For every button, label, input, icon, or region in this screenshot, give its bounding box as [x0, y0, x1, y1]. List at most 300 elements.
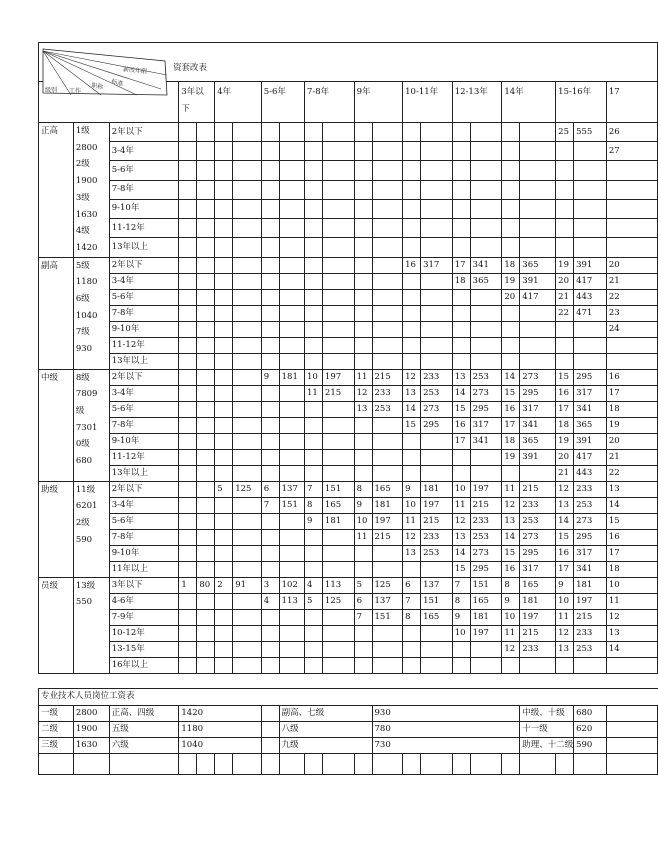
value-cell: 197 [372, 513, 403, 529]
blank-cell [354, 753, 372, 774]
value-cell [233, 641, 262, 657]
table-row [39, 465, 658, 481]
category-cell: 正高 [39, 123, 74, 258]
value-cell [261, 657, 279, 673]
value-cell [452, 180, 470, 199]
category-cell: 中级 [39, 369, 74, 481]
value-cell [197, 657, 215, 673]
value-cell [279, 657, 304, 673]
value-cell [215, 238, 233, 257]
value-cell: 10 [452, 481, 470, 497]
value-cell: 4 [261, 593, 279, 609]
value-cell [372, 641, 403, 657]
value-cell [421, 289, 453, 305]
value-cell: 19 [556, 433, 574, 449]
value-cell [470, 289, 502, 305]
years-cell: 2年以下 [109, 369, 179, 385]
value-cell [215, 561, 233, 577]
corner-label: 级别 [45, 87, 58, 94]
salary-grade-cell: 三级 [39, 737, 74, 753]
value-cell: 215 [520, 481, 556, 497]
value-cell [279, 353, 304, 369]
value-cell [197, 465, 215, 481]
value-cell [556, 337, 574, 353]
value-cell: 233 [520, 641, 556, 657]
value-cell [502, 123, 520, 142]
years-cell: 9-10年 [109, 545, 179, 561]
value-cell [502, 142, 520, 161]
value-cell: 15 [556, 369, 574, 385]
value-cell: 215 [574, 609, 607, 625]
value-cell [322, 449, 354, 465]
value-cell [197, 353, 215, 369]
value-cell [233, 497, 262, 513]
value-cell [179, 481, 197, 497]
value-cell [179, 449, 197, 465]
value-cell [261, 641, 279, 657]
value-cell [574, 142, 607, 161]
value-cell [197, 142, 215, 161]
value-cell: 215 [520, 625, 556, 641]
value-cell: 273 [470, 545, 502, 561]
level-line: 7级 [75, 327, 90, 338]
value-cell [403, 289, 421, 305]
value-cell [215, 625, 233, 641]
table-row [39, 289, 658, 305]
table-row [39, 545, 658, 561]
years-cell: 5-6年 [109, 161, 179, 180]
blank-cell [261, 753, 279, 774]
salary-empty-cell [606, 721, 657, 737]
value-cell [556, 180, 574, 199]
value-cell: 197 [520, 609, 556, 625]
value-cell [322, 219, 354, 238]
value-cell [304, 353, 322, 369]
value-cell: 6 [261, 481, 279, 497]
blank-cell [556, 753, 574, 774]
value-cell [520, 657, 556, 673]
value-cell [233, 289, 262, 305]
value-cell [179, 321, 197, 337]
value-cell [403, 321, 421, 337]
value-cell [403, 219, 421, 238]
value-cell [179, 353, 197, 369]
value-cell: 443 [574, 289, 607, 305]
value-cell [304, 545, 322, 561]
salary-row [39, 705, 658, 721]
value-cell [372, 161, 403, 180]
salary-amount-cell: 1630 [73, 737, 109, 753]
value-cell [452, 289, 470, 305]
value-cell: 6 [403, 577, 421, 593]
salary-v3-cell: 590 [574, 737, 607, 753]
blank-cell [502, 753, 520, 774]
value-cell: 15 [606, 513, 657, 529]
value-cell [197, 321, 215, 337]
table-row [39, 305, 658, 321]
years-cell: 13-15年 [109, 641, 179, 657]
value-cell [233, 433, 262, 449]
value-cell [372, 561, 403, 577]
value-cell: 16 [606, 369, 657, 385]
blank-cell [215, 753, 233, 774]
value-cell: 19 [502, 273, 520, 289]
value-cell: 341 [470, 257, 502, 273]
value-cell [470, 641, 502, 657]
level-line: 6201 [75, 501, 98, 512]
value-cell: 7 [354, 609, 372, 625]
blank-cell [574, 753, 607, 774]
value-cell [354, 465, 372, 481]
value-cell: 137 [279, 481, 304, 497]
value-cell [520, 123, 556, 142]
value-cell: 15 [502, 385, 520, 401]
value-cell [197, 481, 215, 497]
salary-p1-cell: 正高、四级 [109, 705, 179, 721]
value-cell [215, 529, 233, 545]
value-cell: 11 [606, 593, 657, 609]
value-cell: 555 [574, 123, 607, 142]
table-row [39, 219, 658, 238]
value-cell [322, 465, 354, 481]
column-header: 14年 [502, 82, 556, 123]
value-cell: 11 [304, 385, 322, 401]
value-cell [574, 180, 607, 199]
value-cell: 417 [520, 289, 556, 305]
table-row [39, 401, 658, 417]
value-cell [215, 609, 233, 625]
value-cell: 17 [556, 401, 574, 417]
value-cell [279, 321, 304, 337]
table-row [39, 417, 658, 433]
value-cell [279, 561, 304, 577]
value-cell [372, 199, 403, 218]
value-cell [261, 513, 279, 529]
years-cell: 5-6年 [109, 513, 179, 529]
salary-p3-cell: 中级、十级 [520, 705, 574, 721]
value-cell [304, 321, 322, 337]
value-cell [354, 545, 372, 561]
value-cell [304, 433, 322, 449]
column-header: 17 [606, 82, 657, 123]
value-cell [179, 385, 197, 401]
years-cell: 2年以下 [109, 481, 179, 497]
value-cell [354, 337, 372, 353]
value-cell: 317 [574, 385, 607, 401]
value-cell [574, 219, 607, 238]
salary-row [39, 737, 658, 753]
value-cell [322, 657, 354, 673]
value-cell [502, 337, 520, 353]
value-cell: 3 [261, 577, 279, 593]
salary-empty-cell [606, 705, 657, 721]
value-cell [215, 180, 233, 199]
corner-label: 职称 [90, 82, 104, 92]
value-cell [403, 625, 421, 641]
value-cell [452, 321, 470, 337]
table-row [39, 199, 658, 218]
gap-cell [39, 673, 658, 688]
value-cell [215, 433, 233, 449]
table-row [39, 353, 658, 369]
value-cell [197, 449, 215, 465]
years-cell: 7-8年 [109, 529, 179, 545]
value-cell: 25 [556, 123, 574, 142]
value-cell: 12 [502, 497, 520, 513]
column-header: 12-13年 [452, 82, 502, 123]
value-cell [322, 273, 354, 289]
value-cell [322, 238, 354, 257]
value-cell [421, 142, 453, 161]
value-cell: 197 [574, 593, 607, 609]
value-cell: 22 [556, 305, 574, 321]
years-cell: 9-10年 [109, 433, 179, 449]
value-cell [372, 433, 403, 449]
value-cell [197, 238, 215, 257]
value-cell [279, 465, 304, 481]
value-cell: 295 [421, 417, 453, 433]
value-cell [354, 142, 372, 161]
value-cell [354, 289, 372, 305]
value-cell [179, 401, 197, 417]
value-cell [421, 641, 453, 657]
value-cell [233, 199, 262, 218]
value-cell: 14 [606, 641, 657, 657]
value-cell: 165 [520, 577, 556, 593]
value-cell [215, 641, 233, 657]
value-cell [179, 142, 197, 161]
value-cell [215, 142, 233, 161]
years-cell: 3-4年 [109, 142, 179, 161]
value-cell: 15 [502, 545, 520, 561]
value-cell [574, 657, 607, 673]
value-cell [233, 513, 262, 529]
value-cell [502, 180, 520, 199]
table-row [39, 433, 658, 449]
value-cell [502, 321, 520, 337]
salary-grade-cell: 二级 [39, 721, 74, 737]
table-row [39, 449, 658, 465]
blank-cell [452, 753, 470, 774]
value-cell [354, 273, 372, 289]
value-cell [261, 609, 279, 625]
value-cell [279, 609, 304, 625]
value-cell [452, 641, 470, 657]
value-cell [279, 449, 304, 465]
value-cell [574, 337, 607, 353]
table-row [39, 238, 658, 257]
value-cell: 317 [520, 561, 556, 577]
value-cell [215, 219, 233, 238]
value-cell [520, 465, 556, 481]
salary-p1-cell: 五级 [109, 721, 179, 737]
value-cell [279, 238, 304, 257]
level-cell [73, 369, 109, 481]
value-cell: 215 [372, 529, 403, 545]
value-cell [233, 657, 262, 673]
value-cell [304, 529, 322, 545]
years-cell: 9-10年 [109, 199, 179, 218]
value-cell [421, 433, 453, 449]
years-cell: 11-12年 [109, 219, 179, 238]
value-cell [261, 465, 279, 481]
value-cell [215, 385, 233, 401]
value-cell [215, 417, 233, 433]
value-cell: 181 [322, 513, 354, 529]
level-line: 1级 [75, 126, 90, 136]
value-cell: 151 [372, 609, 403, 625]
level-line: 13级 [75, 580, 96, 591]
blank-cell [279, 753, 304, 774]
value-cell: 125 [372, 577, 403, 593]
value-cell [403, 161, 421, 180]
value-cell: 14 [502, 369, 520, 385]
value-cell: 137 [372, 593, 403, 609]
salary-p2-cell: 九级 [279, 737, 372, 753]
value-cell [421, 449, 453, 465]
value-cell: 11 [502, 625, 520, 641]
value-cell [233, 180, 262, 199]
value-cell [197, 385, 215, 401]
value-cell: 12 [606, 609, 657, 625]
level-line: 2800 [75, 142, 98, 153]
value-cell: 365 [574, 417, 607, 433]
value-cell: 273 [470, 385, 502, 401]
value-cell [197, 609, 215, 625]
years-cell: 11年以上 [109, 561, 179, 577]
value-cell: 10 [606, 577, 657, 593]
value-cell: 11 [556, 609, 574, 625]
value-cell: 13 [403, 385, 421, 401]
value-cell [354, 625, 372, 641]
value-cell [354, 433, 372, 449]
value-cell [304, 142, 322, 161]
document-title: 资套改表 [173, 63, 208, 73]
value-cell [279, 529, 304, 545]
value-cell [354, 561, 372, 577]
value-cell [279, 417, 304, 433]
value-cell: 15 [556, 529, 574, 545]
value-cell [233, 369, 262, 385]
value-cell: 295 [470, 561, 502, 577]
value-cell [261, 353, 279, 369]
level-line: 550 [75, 597, 93, 608]
table-row [39, 561, 658, 577]
value-cell [372, 289, 403, 305]
value-cell [372, 257, 403, 273]
value-cell: 417 [574, 449, 607, 465]
value-cell: 341 [470, 433, 502, 449]
value-cell [470, 161, 502, 180]
value-cell [421, 657, 453, 673]
value-cell [403, 561, 421, 577]
value-cell: 7 [261, 497, 279, 513]
value-cell [304, 657, 322, 673]
salary-sheet [38, 42, 658, 775]
salary-empty-cell [261, 705, 279, 721]
value-cell: 13 [502, 513, 520, 529]
value-cell: 113 [322, 577, 354, 593]
value-cell [470, 123, 502, 142]
value-cell: 16 [606, 529, 657, 545]
value-cell: 9 [261, 369, 279, 385]
value-cell [403, 465, 421, 481]
value-cell: 21 [556, 289, 574, 305]
value-cell [421, 465, 453, 481]
value-cell [354, 180, 372, 199]
value-cell [179, 161, 197, 180]
value-cell [304, 273, 322, 289]
value-cell [215, 657, 233, 673]
value-cell [261, 219, 279, 238]
value-cell [215, 337, 233, 353]
value-cell: 17 [606, 545, 657, 561]
value-cell [261, 337, 279, 353]
value-cell [261, 273, 279, 289]
value-cell: 10 [403, 497, 421, 513]
corner-frame [43, 49, 167, 95]
value-cell [322, 561, 354, 577]
value-cell [215, 161, 233, 180]
value-cell [215, 497, 233, 513]
salary-row [39, 721, 658, 737]
value-cell [197, 417, 215, 433]
value-cell [179, 369, 197, 385]
level-line: 1630 [75, 209, 98, 220]
value-cell [279, 305, 304, 321]
value-cell [279, 401, 304, 417]
value-cell [179, 609, 197, 625]
value-cell [354, 449, 372, 465]
table-row [39, 180, 658, 199]
value-cell [322, 417, 354, 433]
value-cell [304, 180, 322, 199]
years-cell: 9-10年 [109, 321, 179, 337]
value-cell: 13 [354, 401, 372, 417]
value-cell [322, 161, 354, 180]
value-cell [354, 199, 372, 218]
value-cell [421, 561, 453, 577]
value-cell [470, 142, 502, 161]
value-cell: 181 [470, 609, 502, 625]
value-cell: 19 [606, 417, 657, 433]
value-cell: 233 [421, 369, 453, 385]
value-cell: 18 [452, 273, 470, 289]
value-cell [304, 625, 322, 641]
value-cell: 253 [421, 545, 453, 561]
value-cell [556, 219, 574, 238]
value-cell [304, 238, 322, 257]
value-cell [179, 497, 197, 513]
value-cell [179, 123, 197, 142]
value-cell [354, 417, 372, 433]
level-line: 7809 [75, 389, 98, 400]
years-cell: 2年以下 [109, 257, 179, 273]
value-cell [233, 449, 262, 465]
blank-cell [322, 753, 354, 774]
level-line: 2级 [75, 518, 90, 529]
value-cell [452, 465, 470, 481]
value-cell: 341 [520, 417, 556, 433]
value-cell: 12 [452, 513, 470, 529]
value-cell [233, 257, 262, 273]
value-cell [197, 561, 215, 577]
value-cell: 4 [304, 577, 322, 593]
value-cell [372, 657, 403, 673]
value-cell: 18 [556, 417, 574, 433]
value-cell [279, 142, 304, 161]
years-cell: 3年以下 [109, 577, 179, 593]
